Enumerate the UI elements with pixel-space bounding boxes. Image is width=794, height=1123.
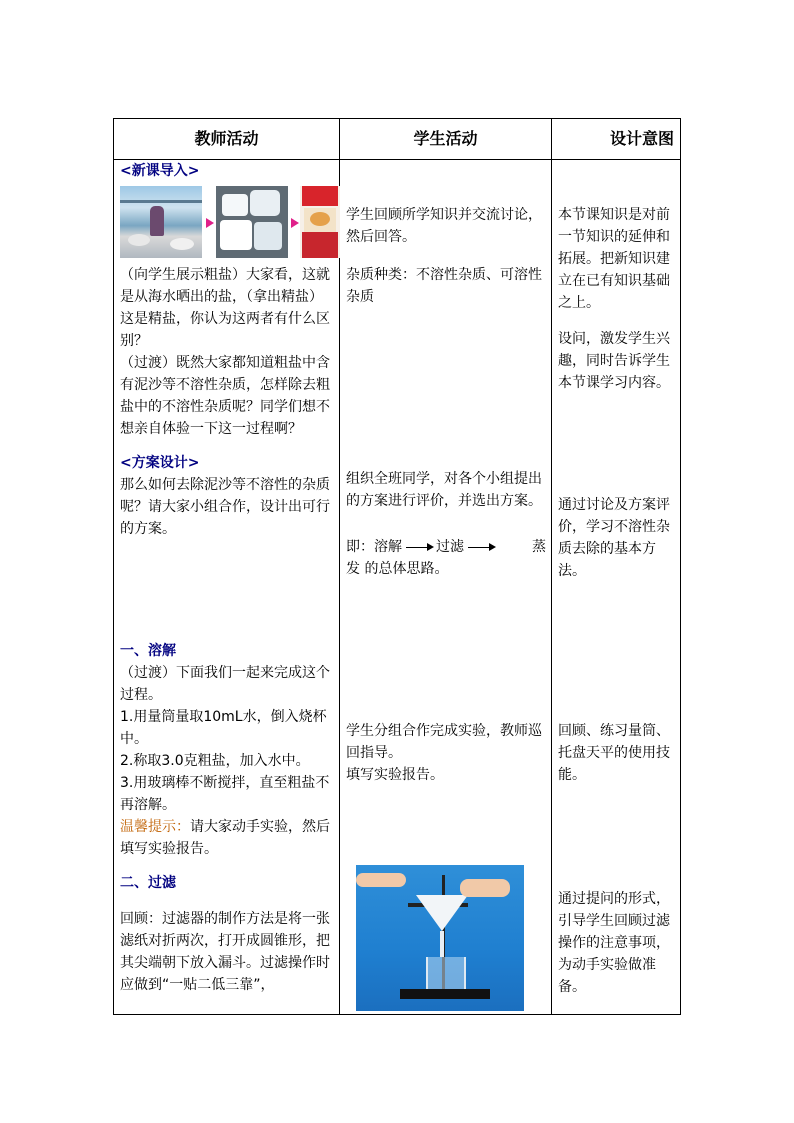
student-flow-tail: 发 的总体思路。	[346, 561, 449, 577]
flow-arrow-icon	[406, 547, 432, 548]
section-title-filter: 二、过滤	[120, 875, 176, 891]
teacher-column	[120, 160, 336, 1014]
design-paragraph-5: 通过提问的形式，引导学生回顾过滤操作的注意事项，为动手实验做准备。	[558, 891, 670, 995]
design-paragraph-4: 回顾、练习量筒、托盘天平的使用技能。	[558, 723, 670, 783]
section-title-dissolve: 一、溶解	[120, 643, 176, 659]
section-title-intro: <新课导入>	[120, 163, 200, 179]
arrow-right-icon	[291, 218, 299, 228]
header-student-activity: 学生活动	[413, 129, 478, 148]
tip-label: 温馨提示：	[120, 819, 190, 835]
tip-paragraph	[120, 816, 336, 860]
filtration-apparatus-image	[356, 865, 524, 1011]
coarse-salt-crystals-image	[216, 186, 288, 258]
tip-text: 请大家动手实验，然后填写实验报告。	[120, 819, 330, 857]
student-column	[346, 160, 546, 1014]
student-paragraph-3: 组织全班同学，对各个小组提出的方案进行评价，并选出方案。	[346, 471, 542, 509]
dissolve-step-2: 2.称取3.0克粗盐，加入水中。	[120, 753, 310, 769]
header-teacher-activity: 教师活动	[194, 129, 259, 148]
lesson-plan-table	[113, 118, 681, 1015]
student-paragraph-4: 学生分组合作完成实验，教师巡回指导。	[346, 723, 542, 761]
dissolve-intro: （过渡）下面我们一起来完成这个过程。	[120, 665, 330, 703]
intro-paragraph-1: （向学生展示粗盐）大家看，这就是从海水晒出的盐，（拿出精盐）这是精盐，你认为这两者有什么区别？	[120, 267, 330, 349]
student-paragraph-5: 填写实验报告。	[346, 767, 444, 783]
flow-step-dissolve: 即：溶解	[346, 539, 402, 555]
student-flow-line	[346, 536, 546, 558]
student-paragraph-1: 学生回顾所学知识并交流讨论，然后回答。	[346, 207, 542, 245]
arrow-right-icon	[206, 218, 214, 228]
refined-salt-bag-image	[300, 186, 340, 258]
sea-salt-field-image	[120, 186, 202, 258]
flow-arrow-icon	[468, 547, 494, 548]
plan-paragraph: 那么如何去除泥沙等不溶性的杂质呢？请大家小组合作，设计出可行的方案。	[120, 477, 330, 537]
design-paragraph-1: 本节课知识是对前一节知识的延伸和拓展。把新知识建立在已有知识基础之上。	[558, 207, 670, 311]
design-paragraph-2: 设问，激发学生兴趣，同时告诉学生本节课学习内容。	[558, 331, 670, 391]
section-title-plan: <方案设计>	[120, 455, 200, 471]
dissolve-step-1: 1.用量筒量取10mL水，倒入烧杯中。	[120, 709, 327, 747]
intro-paragraph-2: （过渡）既然大家都知道粗盐中含有泥沙等不溶性杂质，怎样除去粗盐中的不溶性杂质呢？同学们想不想亲自体验一下这一过程啊？	[120, 355, 330, 437]
filter-paragraph: 回顾：过滤器的制作方法是将一张滤纸对折两次，打开成圆锥形，把其尖端朝下放入漏斗。过滤操作时应做到“一贴二低三靠”，	[120, 911, 330, 993]
header-design-intent: 设计意图	[609, 129, 674, 148]
flow-step-evaporate: 蒸	[532, 539, 546, 555]
flow-step-filter: 过滤	[436, 539, 464, 555]
dissolve-step-3: 3.用玻璃棒不断搅拌，直至粗盐不再溶解。	[120, 775, 330, 813]
column-divider	[551, 119, 552, 1014]
student-paragraph-2: 杂质种类：不溶性杂质、可溶性杂质	[346, 267, 542, 305]
design-column	[558, 160, 678, 1014]
design-paragraph-3: 通过讨论及方案评价，学习不溶性杂质去除的基本方法。	[558, 497, 670, 579]
